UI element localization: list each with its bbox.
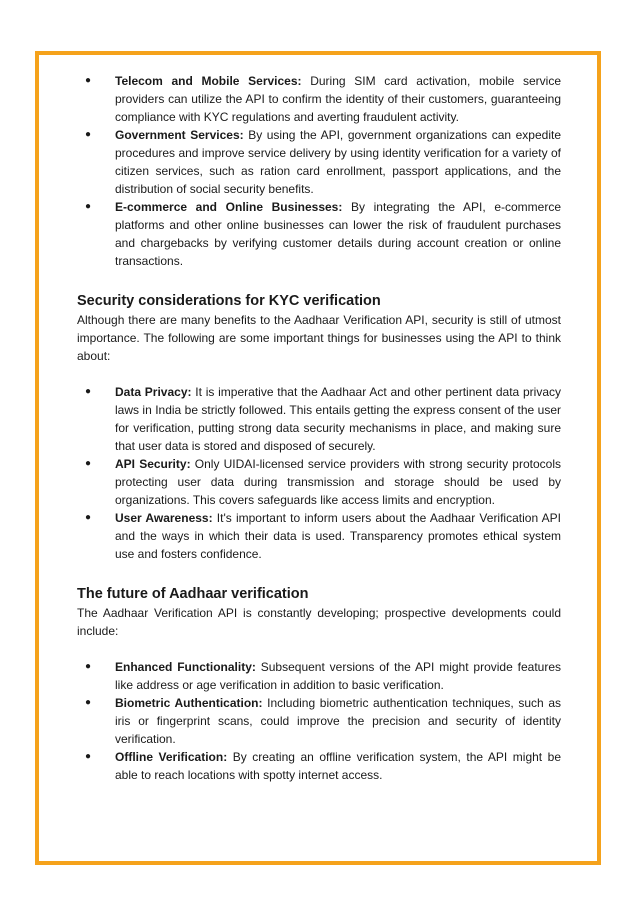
- list-item: [77, 455, 561, 509]
- list-item: [77, 509, 561, 563]
- list-item: [77, 748, 561, 784]
- list-item-text: It's important to inform users about the Aadhaar Verification API and the ways in which their data is used. Transparency promotes ethical system use and fosters confidence.: [115, 511, 561, 561]
- bullet-icon: ●: [85, 512, 92, 523]
- list-item-term: User Awareness:: [115, 511, 213, 525]
- security-intro: Although there are many benefits to the Aadhaar Verification API, security is still of utmost importance. The following are some important things for businesses using the API to think about:: [77, 313, 561, 363]
- future-list: [77, 658, 561, 784]
- list-item-text: By creating an offline verification system, the API might be able to reach locations with spotty internet access.: [115, 750, 561, 782]
- list-item-text: It is imperative that the Aadhaar Act and other pertinent data privacy laws in India be strictly followed. This entails getting the express consent of the user for verification, putting strong data security mechanisms in place, and making sure that user data is stored and disposed of securely.: [115, 385, 561, 453]
- list-item: [77, 198, 561, 270]
- list-item-term: API Security:: [115, 457, 191, 471]
- security-list: [77, 383, 561, 563]
- list-item: [77, 383, 561, 455]
- bullet-icon: ●: [85, 697, 92, 708]
- list-item: [77, 694, 561, 748]
- list-item-text: Only UIDAI-licensed service providers with strong security protocols protecting user data during transmission and storage should be used by organizations. This covers safeguards like access limits and encryption.: [115, 457, 561, 507]
- bullet-icon: ●: [85, 661, 92, 672]
- bullet-icon: ●: [85, 129, 92, 140]
- list-item-term: Telecom and Mobile Services:: [115, 74, 302, 88]
- document-content: [77, 72, 561, 784]
- list-item: [77, 72, 561, 126]
- list-item-text: By using the API, government organizations can expedite procedures and improve service delivery by using identity verification for a variety of citizen services, such as ration card enrollment, passport applications, and the distribution of social security benefits.: [115, 128, 561, 196]
- list-item-term: Enhanced Functionality:: [115, 660, 256, 674]
- future-heading: The future of Aadhaar verification: [77, 586, 309, 602]
- list-item: [77, 658, 561, 694]
- future-intro: The Aadhaar Verification API is constantly developing; prospective developments could include:: [77, 606, 561, 638]
- bullet-icon: ●: [85, 386, 92, 397]
- security-heading: Security considerations for KYC verification: [77, 293, 381, 309]
- list-item-term: Government Services:: [115, 128, 244, 142]
- list-item-text: Subsequent versions of the API might provide features like address or age verification in addition to basic verification.: [115, 660, 562, 692]
- list-item-text: During SIM card activation, mobile service providers can utilize the API to confirm the identity of their customers, guaranteeing compliance with KYC regulations and averting fraudulent activity.: [115, 74, 561, 124]
- list-item-term: Biometric Authentication:: [115, 696, 263, 710]
- list-item-text: By integrating the API, e-commerce platforms and other online businesses can lower the risk of fraudulent purchases and chargebacks by verifying customer details during account creation or online transactions.: [115, 200, 561, 268]
- bullet-icon: ●: [85, 75, 92, 86]
- use-case-list: [77, 72, 561, 270]
- bullet-icon: ●: [85, 201, 92, 212]
- list-item-text: Including biometric authentication techniques, such as iris or fingerprint scans, could improve the precision and security of identity verification.: [115, 696, 562, 746]
- list-item: [77, 126, 561, 198]
- bullet-icon: ●: [85, 458, 92, 469]
- list-item-term: Data Privacy:: [115, 385, 192, 399]
- list-item-term: Offline Verification:: [115, 750, 228, 764]
- bullet-icon: ●: [85, 751, 92, 762]
- list-item-term: E-commerce and Online Businesses:: [115, 200, 343, 214]
